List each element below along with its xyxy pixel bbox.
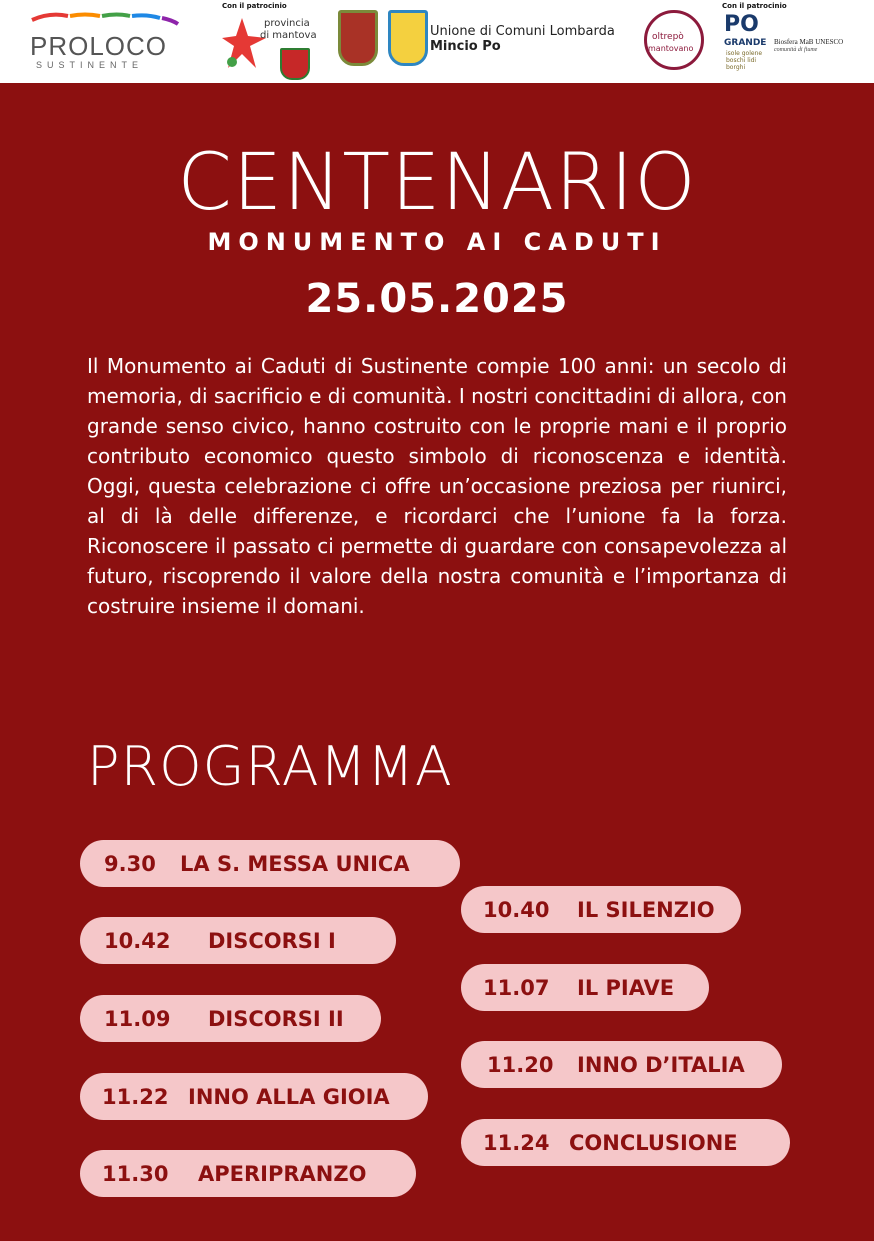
coat-of-arms-2-icon bbox=[388, 10, 428, 66]
oltrepo-line1: oltrepò bbox=[652, 32, 684, 42]
unione-logo bbox=[328, 0, 632, 85]
program-label: IL SILENZIO bbox=[577, 897, 715, 922]
program-label: INNO ALLA GIOIA bbox=[188, 1084, 390, 1109]
program-time: 11.09 bbox=[104, 1006, 171, 1031]
program-time: 11.07 bbox=[483, 975, 550, 1000]
programma-heading: PROGRAMMA bbox=[87, 735, 453, 798]
program-time: 11.24 bbox=[483, 1130, 550, 1155]
poster-body bbox=[0, 83, 874, 1241]
proloco-sub: SUSTINENTE bbox=[36, 60, 144, 70]
patronage-label-right: Con il patrocinio bbox=[722, 2, 787, 10]
program-time: 11.30 bbox=[102, 1161, 169, 1186]
unione-line1: Unione di Comuni Lombarda bbox=[430, 24, 615, 39]
program-item bbox=[80, 995, 381, 1042]
po-line2: GRANDE bbox=[724, 38, 767, 48]
program-label: DISCORSI II bbox=[208, 1006, 344, 1031]
proloco-name: PROLOCO bbox=[30, 31, 168, 61]
program-label: CONCLUSIONE bbox=[569, 1130, 738, 1155]
provincia-emblem-icon bbox=[222, 16, 266, 76]
provincia-logo bbox=[222, 2, 322, 80]
program-time: 11.20 bbox=[487, 1052, 554, 1077]
program-label: INNO D’ITALIA bbox=[577, 1052, 745, 1077]
program-time: 10.40 bbox=[483, 897, 550, 922]
coat-of-arms-icon bbox=[338, 10, 378, 66]
po-vertical-words: isole golene boschi lidi borghi bbox=[726, 50, 763, 71]
program-item bbox=[461, 886, 741, 933]
proloco-logo bbox=[30, 10, 180, 74]
oltrepo-line2: mantovano bbox=[648, 44, 694, 53]
program-time: 10.42 bbox=[104, 928, 171, 953]
program-item bbox=[80, 840, 460, 887]
program-label: IL PIAVE bbox=[577, 975, 675, 1000]
program-item bbox=[461, 964, 709, 1011]
provincia-shield-icon bbox=[280, 48, 310, 80]
unione-line2: Mincio Po bbox=[430, 39, 501, 54]
program-label: APERIPRANZO bbox=[198, 1161, 367, 1186]
oltrepo-logo bbox=[644, 10, 704, 74]
program-item bbox=[80, 1073, 428, 1120]
event-date: 25.05.2025 bbox=[305, 276, 569, 322]
po-grande-logo bbox=[722, 2, 862, 80]
biosfera-line2: comunità di fiume bbox=[774, 47, 818, 53]
program-label: DISCORSI I bbox=[208, 928, 336, 953]
provincia-line2: di mantova bbox=[260, 30, 317, 41]
rainbow-arc-icon bbox=[30, 10, 180, 28]
po-line1: PO bbox=[724, 12, 759, 37]
program-label: LA S. MESSA UNICA bbox=[180, 851, 410, 876]
program-item bbox=[80, 1150, 416, 1197]
event-title: CENTENARIO bbox=[177, 138, 697, 228]
program-time: 9.30 bbox=[104, 851, 156, 876]
program-item bbox=[461, 1119, 790, 1166]
sponsor-header bbox=[0, 0, 874, 83]
program-item bbox=[80, 917, 396, 964]
event-subtitle: MONUMENTO AI CADUTI bbox=[207, 228, 667, 256]
event-description: Il Monumento ai Caduti di Sustinente compie 100 anni: un secolo di memoria, di sacrificio e di comunità. I nostri concittadini di allora, con grande senso civico, hanno costruito con le proprie mani e il proprio contributo economico questo simbolo di riconoscenza e identità. Oggi, questa celebrazione ci offre un’occasione preziosa per riunirci, al di là delle differenze, e ricordarci che l’unione fa la forza. Riconoscere il passato ci permette di guardare con consapevolezza al futuro, riscoprendo il valore della nostra comunità e l’importanza di costruire insieme il domani. bbox=[87, 354, 787, 618]
patronage-label: Con il patrocinio bbox=[222, 2, 287, 10]
provincia-line1: provincia bbox=[264, 18, 310, 29]
program-item bbox=[461, 1041, 782, 1088]
biosfera-line1: Biosfera MaB UNESCO bbox=[774, 38, 844, 46]
program-time: 11.22 bbox=[102, 1084, 169, 1109]
